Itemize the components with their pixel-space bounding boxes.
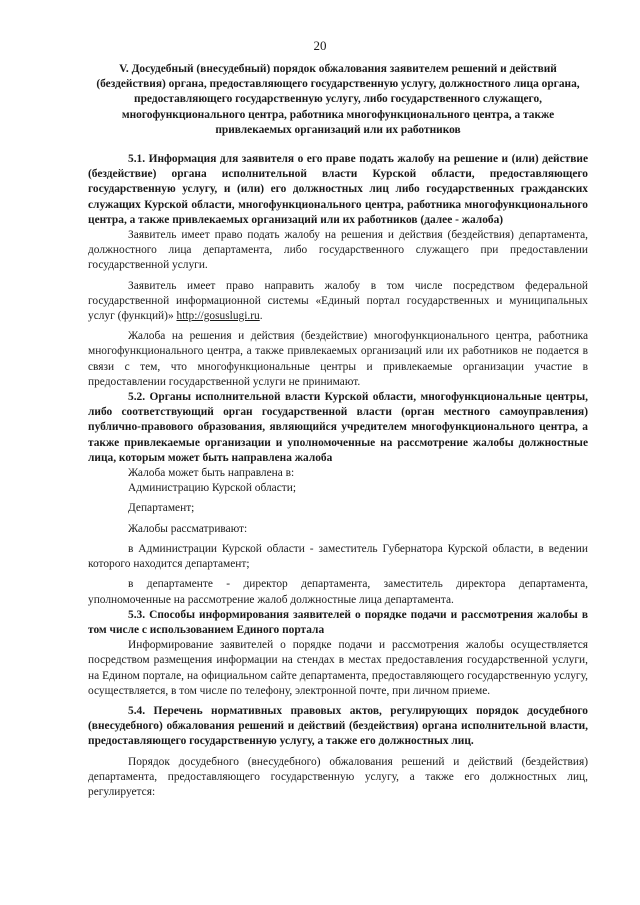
paragraph-5-2-f: в департаменте - директор департамента, заместитель директора департамента, уполномоченные на рассмотрение жалоб должностные лица департамента. bbox=[88, 578, 588, 606]
subsection-5-4-title: 5.4. Перечень нормативных правовых актов, регулирующих порядок досудебного (внесудебного) обжалования решений и действий (бездействия) органа исполнительной власти, предоставляющего государственную услугу, а также его должностных лиц. bbox=[88, 704, 588, 748]
paragraph-5-2-c: Департамент; bbox=[128, 502, 195, 515]
subsection-5-1-title: 5.1. Информация для заявителя о его праве подать жалобу на решение и (или) действие (бездействие) органа исполнительной власти Курской области, предоставляющего государственную услугу, и (или) его должностных лиц либо государственных гражданских служащих Курской области, многофункционального центра, работника многофункционального центра, а также привлекаемых организаций или их работников (далее - жалоба) bbox=[88, 153, 588, 226]
paragraph-5-1-c: Жалоба на решения и действия (бездействие) многофункционального центра, работника многофункционального центра, а также привлекаемых организаций или их работников не подается в связи с тем, что многофункциональные центры и привлекаемые организации участие в предоставлении государственной услуги не принимают. bbox=[88, 330, 588, 388]
paragraph-5-4-a: Порядок досудебного (внесудебного) обжалования решений и действий (бездействия) департамента, предоставляющего государственную услугу, а также его должностных лиц, регулируется: bbox=[88, 755, 588, 798]
subsection-5-2-title: 5.2. Органы исполнительной власти Курской области, многофункциональные центры, либо соответствующий орган государственной власти (орган местного самоуправления) публично-правового образования, являющийся учредителем многофункционального центра, а также привлекаемые организации и уполномоченные на рассмотрение жалобы должностные лица, которым может быть направлена жалоба bbox=[88, 391, 588, 464]
paragraph-5-1-b-text: Заявитель имеет право направить жалобу в том числе посредством федеральной государственной информационной системы «Единый портал государственных и муниципальных услуг (функций)» bbox=[88, 279, 588, 323]
paragraph-5-1-b bbox=[88, 279, 588, 325]
paragraph-5-2-e: в Администрации Курской области - заместитель Губернатора Курской области, в ведении которого находится департамент; bbox=[88, 542, 588, 571]
document-body bbox=[88, 62, 588, 800]
paragraph-5-1-b-end: . bbox=[259, 310, 263, 323]
section-heading: V. Досудебный (внесудебный) порядок обжалования заявителем решений и действий (бездействия) органа, предоставляющего государственную услугу, должностного лица органа, предоставляющего государственную услугу, либо государственного служащего, многофункционального центра, работника многофункционального центра, а также привлекаемых организаций или их работников bbox=[96, 63, 580, 136]
paragraph-5-2-a: Жалоба может быть направлена в: bbox=[128, 467, 295, 480]
paragraph-5-2-d: Жалобы рассматривают: bbox=[128, 522, 248, 535]
subsection-5-3-title: 5.3. Способы информирования заявителей о порядке подачи и рассмотрения жалобы в том числе с использованием Единого портала bbox=[88, 608, 588, 636]
paragraph-5-2-b: Администрацию Курской области; bbox=[128, 482, 297, 495]
paragraph-5-3-a: Информирование заявителей о порядке подачи и рассмотрения жалобы осуществляется посредством размещения информации на стендах в местах предоставления государственной услуги, на Едином портале, на официальном сайте департамента, предоставляющего государственную услугу, осуществляется, в том числе по телефону, электронной почте, при личном приеме. bbox=[88, 639, 588, 697]
page-number: 20 bbox=[313, 38, 327, 53]
gosuslugi-link[interactable]: http://gosuslugi.ru bbox=[176, 310, 260, 323]
paragraph-5-1-a: Заявитель имеет право подать жалобу на решения и действия (бездействия) департамента, должностного лица департамента, либо государственного служащего при предоставлении государственной услуги. bbox=[88, 229, 588, 272]
